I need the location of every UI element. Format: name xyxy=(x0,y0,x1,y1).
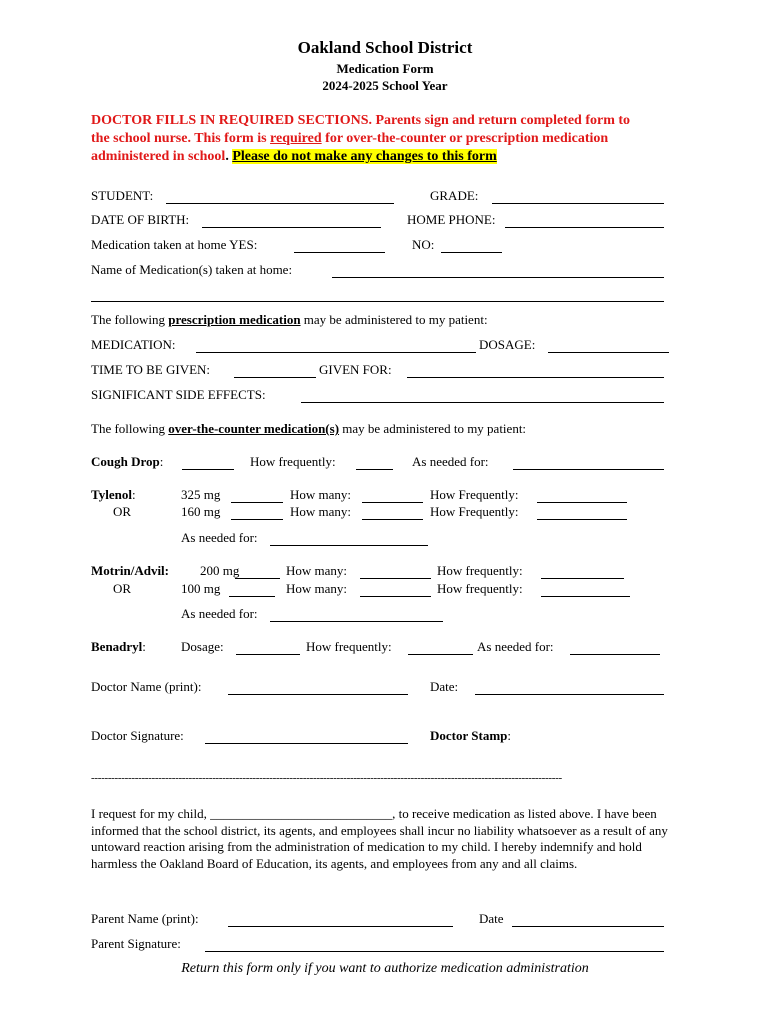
benadryl-frequency-field[interactable] xyxy=(408,654,473,655)
doctor-date-field[interactable] xyxy=(475,694,664,695)
tylenol-325-field[interactable] xyxy=(231,502,283,503)
tylenol-325-how-many-label: How many: xyxy=(290,487,352,502)
given-for-label: GIVEN FOR: xyxy=(319,362,392,377)
home-phone-label: HOME PHONE: xyxy=(407,212,496,227)
tylenol-160-frequency-field[interactable] xyxy=(537,519,627,520)
motrin-200-field[interactable] xyxy=(235,578,280,579)
otc-intro: The following over-the-counter medication(s) may be administered to my patient: xyxy=(91,421,527,436)
motrin-100-frequency-label: How frequently: xyxy=(437,581,523,596)
motrin-dose-200: 200 mg xyxy=(200,563,240,578)
motrin-dose-100: 100 mg xyxy=(181,581,221,596)
tylenol-160-how-many-field[interactable] xyxy=(362,519,423,520)
dob-label: DATE OF BIRTH: xyxy=(91,212,190,227)
side-effects-field[interactable] xyxy=(301,402,664,403)
motrin-200-frequency-label: How frequently: xyxy=(437,563,523,578)
benadryl-label: Benadryl: xyxy=(91,639,146,654)
parent-consent-paragraph: I request for my child, ____________________________, to receive medication as listed above. I have been informed that the school district, its agents, and employees shall incur no liability whatsoever as a result of any untoward reaction arising from the administration of medication to my child. I hereby indemnify and hold harmless the Oakland Board of Education, its agents, and employees from any and all claims. xyxy=(91,806,668,871)
motrin-100-how-many-field[interactable] xyxy=(360,596,431,597)
motrin-100-how-many-label: How many: xyxy=(286,581,348,596)
benadryl-dosage-field[interactable] xyxy=(236,654,300,655)
tylenol-325-frequency-label: How Frequently: xyxy=(430,487,519,502)
cough-drop-dose-field[interactable] xyxy=(182,469,234,470)
time-given-label: TIME TO BE GIVEN: xyxy=(91,362,211,377)
student-field[interactable] xyxy=(166,203,394,204)
doctor-signature-field[interactable] xyxy=(205,743,408,744)
benadryl-as-needed-field[interactable] xyxy=(570,654,660,655)
instructions-line-3: administered in school. Please do not make any changes to this form xyxy=(91,149,497,164)
otc-emphasis: over-the-counter medication(s) xyxy=(168,421,340,436)
student-label: STUDENT: xyxy=(91,188,154,203)
home-med-no-label: NO: xyxy=(412,237,435,252)
cough-drop-as-needed-label: As needed for: xyxy=(412,454,489,469)
cough-drop-label: Cough Drop: xyxy=(91,454,164,469)
return-instructions-footer: Return this form only if you want to authorize medication administration xyxy=(181,961,589,976)
benadryl-as-needed-label: As needed for: xyxy=(477,639,554,654)
school-year: 2024-2025 School Year xyxy=(322,78,448,93)
parent-name-label: Parent Name (print): xyxy=(91,911,199,926)
tylenol-label: Tylenol: xyxy=(91,487,136,502)
tylenol-as-needed-field[interactable] xyxy=(270,545,428,546)
cough-drop-frequency-label: How frequently: xyxy=(250,454,336,469)
prescription-intro: The following prescription medication may be administered to my patient: xyxy=(91,312,488,327)
side-effects-label: SIGNIFICANT SIDE EFFECTS: xyxy=(91,387,266,402)
grade-field[interactable] xyxy=(492,203,664,204)
dob-field[interactable] xyxy=(202,227,381,228)
dosage-field[interactable] xyxy=(548,352,669,353)
dosage-label: DOSAGE: xyxy=(479,337,536,352)
doctor-name-field[interactable] xyxy=(228,694,408,695)
home-med-no-field[interactable] xyxy=(441,252,502,253)
home-med-yes-label: Medication taken at home YES: xyxy=(91,237,258,252)
prescription-emphasis: prescription medication xyxy=(168,312,301,327)
tylenol-160-frequency-label: How Frequently: xyxy=(430,504,519,519)
child-name-field[interactable]: ____________________________ xyxy=(210,806,393,821)
home-med-yes-field[interactable] xyxy=(294,252,385,253)
motrin-or: OR xyxy=(113,581,132,596)
tylenol-325-how-many-field[interactable] xyxy=(362,502,423,503)
tylenol-dose-160: 160 mg xyxy=(181,504,221,519)
given-for-field[interactable] xyxy=(407,377,664,378)
cough-drop-as-needed-field[interactable] xyxy=(513,469,664,470)
benadryl-frequency-label: How frequently: xyxy=(306,639,392,654)
tear-off-separator: -------------------------------------------------------------------------------------------------------------------------------------------- xyxy=(91,772,562,784)
home-med-name-label: Name of Medication(s) taken at home: xyxy=(91,262,293,277)
parent-name-field[interactable] xyxy=(228,926,453,927)
grade-label: GRADE: xyxy=(430,188,479,203)
instructions-line-2: the school nurse. This form is required for over-the-counter or prescription medication xyxy=(91,131,609,146)
doctor-stamp-label: Doctor Stamp: xyxy=(430,728,512,743)
home-med-name-field[interactable] xyxy=(332,277,664,278)
time-given-field[interactable] xyxy=(234,377,316,378)
home-med-name-field-2[interactable] xyxy=(91,301,664,302)
doctor-name-label: Doctor Name (print): xyxy=(91,679,202,694)
form-name: Medication Form xyxy=(336,61,434,76)
parent-signature-field[interactable] xyxy=(205,951,664,952)
parent-date-field[interactable] xyxy=(512,926,664,927)
home-phone-field[interactable] xyxy=(505,227,664,228)
instructions-line-1: DOCTOR FILLS IN REQUIRED SECTIONS. Parents sign and return completed form to xyxy=(91,113,631,128)
parent-date-label: Date xyxy=(479,911,504,926)
doctor-signature-label: Doctor Signature: xyxy=(91,728,184,743)
doctor-date-label: Date: xyxy=(430,679,459,694)
tylenol-160-how-many-label: How many: xyxy=(290,504,352,519)
motrin-100-field[interactable] xyxy=(229,596,275,597)
tylenol-160-field[interactable] xyxy=(231,519,283,520)
medication-label: MEDICATION: xyxy=(91,337,176,352)
motrin-as-needed-label: As needed for: xyxy=(181,606,258,621)
cough-drop-frequency-field[interactable] xyxy=(356,469,393,470)
tylenol-as-needed-label: As needed for: xyxy=(181,530,258,545)
motrin-200-how-many-field[interactable] xyxy=(360,578,431,579)
medication-field[interactable] xyxy=(196,352,476,353)
required-text: required xyxy=(270,131,322,146)
no-changes-highlight: Please do not make any changes to this form xyxy=(232,149,497,164)
tylenol-dose-325: 325 mg xyxy=(181,487,221,502)
tylenol-or: OR xyxy=(113,504,132,519)
motrin-label: Motrin/Advil: xyxy=(91,563,169,578)
parent-signature-label: Parent Signature: xyxy=(91,936,181,951)
district-title: Oakland School District xyxy=(297,38,473,57)
motrin-100-frequency-field[interactable] xyxy=(541,596,630,597)
tylenol-325-frequency-field[interactable] xyxy=(537,502,627,503)
motrin-200-how-many-label: How many: xyxy=(286,563,348,578)
motrin-200-frequency-field[interactable] xyxy=(541,578,624,579)
benadryl-dosage-label: Dosage: xyxy=(181,639,224,654)
motrin-as-needed-field[interactable] xyxy=(270,621,443,622)
